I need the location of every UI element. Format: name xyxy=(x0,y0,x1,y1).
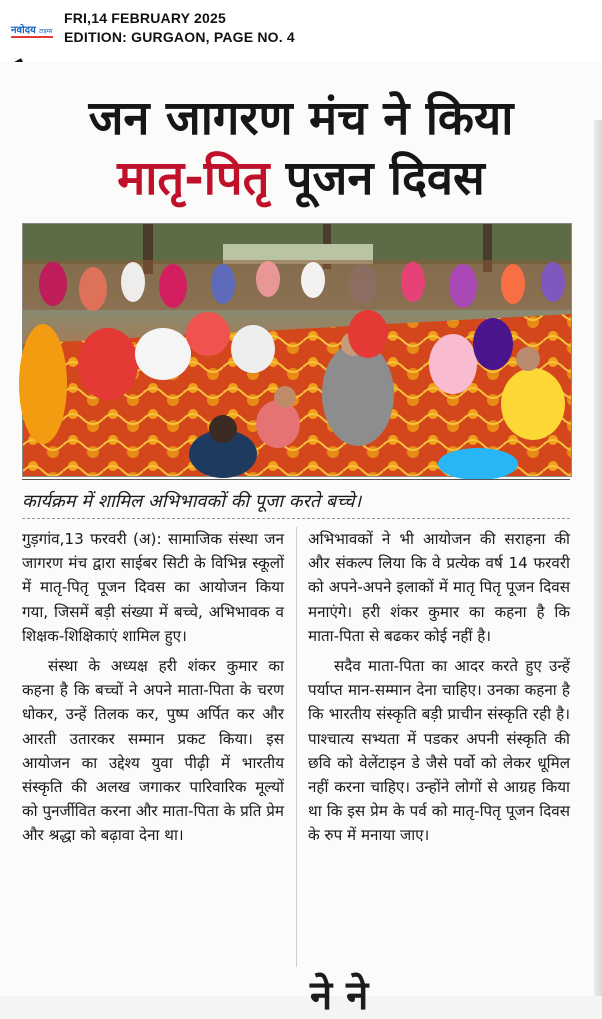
svg-text:टाइम्स: टाइम्स xyxy=(39,28,53,35)
paragraph: सदैव माता-पिता का आदर करते हुए उन्हें पर्याप्त मान-सम्मान देना चाहिए। उनका कहना है कि भारतीय संस्कृति बड़ी प्राचीन संस्कृति रही है। पाश्चात्य सभ्यता में पडकर अपनी संस्कृति की छवि को वेलेंटाइन डे जैसे पर्वो को लेकर धूमिल नहीं करना चाहिए। उन्होंने लोगों से आग्रह किया था कि इस प्रेम के पर्व को मातृ-पितृ पूजन दिवस के रुप में मनाया जाए। xyxy=(308,657,570,845)
paragraph: संस्था के अध्यक्ष हरी शंकर कुमार का कहना है कि बच्चों ने अपने माता-पिता के चरण धोकर, उन्हें तिलक कर, पुष्प अर्पित कर और आरती उतारकर सम्मान प्रकट किया। इस आयोजन का उद्देश्य युवा पीढ़ी में भारतीय संस्कृति की अलख जगाकर पारिवारिक मूल्यों को पुनर्जीवित करना और माता-पिता के प्रति प्रेम और श्रद्धा को बढ़ावा देना था। xyxy=(22,657,284,845)
clipping-header xyxy=(0,0,602,62)
news-photo xyxy=(22,223,572,477)
adjacent-page-edge xyxy=(594,120,602,996)
caption-divider xyxy=(22,479,570,480)
paragraph: गुड़गांव,13 फरवरी (अ): सामाजिक संस्था जन जागरण मंच द्वारा साईबर सिटी के विभिन्न स्कूलों में मातृ-पितृ पूजन दिवस का आयोजन किया गया, जिसमें बड़ी संख्या में बच्चे, अभिभावक व शिक्षक-शिक्षिकाएं शामिल हुए। xyxy=(22,530,284,645)
cut-off-next-headline xyxy=(0,973,602,1019)
cut-off-text: ने ने xyxy=(310,973,369,1019)
photo-caption: कार्यक्रम में शामिल अभिभावकों की पूजा करते बच्चे। xyxy=(22,486,570,519)
navodaya-times-logo-icon xyxy=(10,18,56,42)
edition-info: EDITION: GURGAON, PAGE NO. 4 xyxy=(64,29,295,45)
article-column-left xyxy=(22,527,284,854)
paragraph: अभिभावकों ने भी आयोजन की सराहना की और संकल्प लिया कि वे प्रत्येक वर्ष 14 फरवरी को अपने-अपने इलाकों में मातृ पितृ पूजन दिवस मनाएंगे। हरी शंकर कुमार का कहना है कि माता-पिता से बढकर कोई नहीं है। xyxy=(308,530,570,645)
headline-highlight: मातृ-पितृ xyxy=(117,151,270,206)
column-divider xyxy=(296,527,297,967)
headline-line-1: जन जागरण मंच ने किया xyxy=(88,91,514,146)
headline-rest: पूजन दिवस xyxy=(269,151,485,206)
clipping-meta xyxy=(64,9,295,47)
newspaper-logo xyxy=(10,18,56,42)
svg-text:नवोदय: नवोदय xyxy=(11,25,36,36)
headline-line-2 xyxy=(0,151,602,207)
publication-date: FRI,14 FEBRUARY 2025 xyxy=(64,10,226,26)
article-column-right xyxy=(308,527,570,854)
gathering-photo-icon xyxy=(23,224,571,476)
